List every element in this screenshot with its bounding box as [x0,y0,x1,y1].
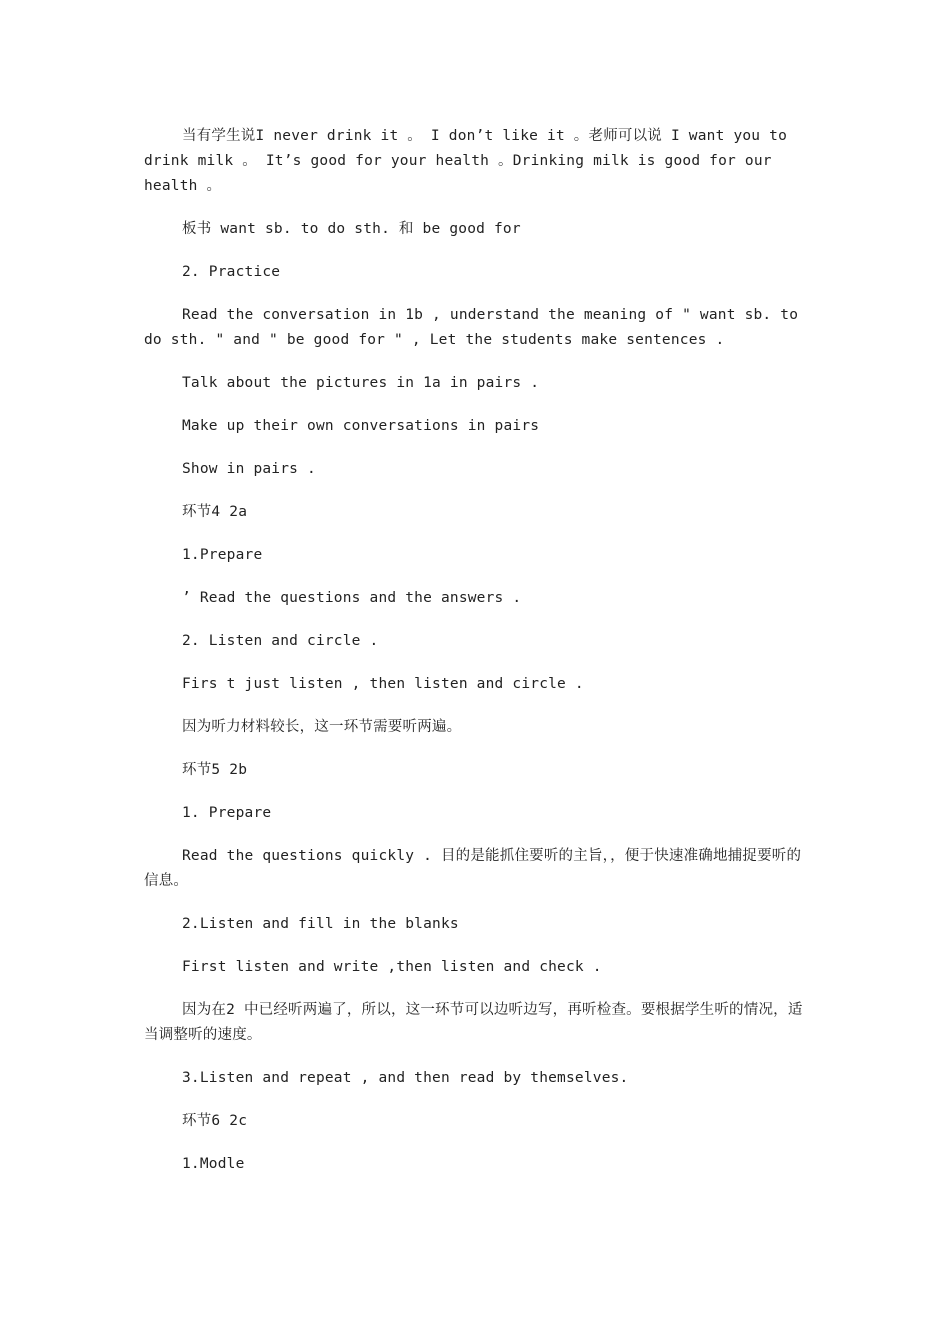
paragraph-listen-write-check: First listen and write ,then listen and check . [182,959,602,975]
step-modle: 1.Modle [182,1156,245,1172]
paragraph-blackboard: 板书 want sb. to do sth. 和 be good for [182,221,521,237]
step-listen-repeat: 3.Listen and repeat , and then read by themselves. [182,1070,629,1086]
step-prepare-2b: 1. Prepare [182,805,272,821]
step-listen-circle: 2. Listen and circle . [182,633,379,649]
paragraph-talk-pictures: Talk about the pictures in 1a in pairs . [182,375,540,391]
section-heading-2b: 环节5 2b [182,762,248,778]
paragraph-teacher-response: 当有学生说I never drink it 。 I don’t like it 。老师可以说 I want you to drink milk 。 It’s good for your health 。Drinking milk is good for our health 。 [144,128,796,194]
paragraph-read-conversation: Read the conversation in 1b , understand the meaning of " want sb. to do sth. " and " be good for " , Let the students make sentences . [144,307,808,348]
step-prepare-2a: 1.Prepare [182,547,263,563]
paragraph-read-questions-quickly: Read the questions quickly . 目的是能抓住要听的主旨，，便于快速准确地捕捉要听的信息。 [144,848,802,889]
paragraph-make-conversations: Make up their own conversations in pairs [182,418,540,434]
step-listen-fill-blanks: 2.Listen and fill in the blanks [182,916,459,932]
paragraph-read-questions: ’ Read the questions and the answers . [182,590,522,606]
section-heading-2a: 环节4 2a [182,504,248,520]
paragraph-listen-twice-note: 因为听力材料较长，这一环节需要听两遍。 [182,719,462,735]
paragraph-listen-speed-note: 因为在2 中已经听两遍了，所以，这一环节可以边听边写，再听检查。要根据学生听的情况，适当调整听的速度。 [144,1002,803,1043]
heading-practice: 2. Practice [182,264,281,280]
section-heading-2c: 环节6 2c [182,1113,248,1129]
document-body [144,124,810,1195]
paragraph-first-listen-circle: Firs t just listen , then listen and circle . [182,676,584,692]
paragraph-show-pairs: Show in pairs . [182,461,316,477]
